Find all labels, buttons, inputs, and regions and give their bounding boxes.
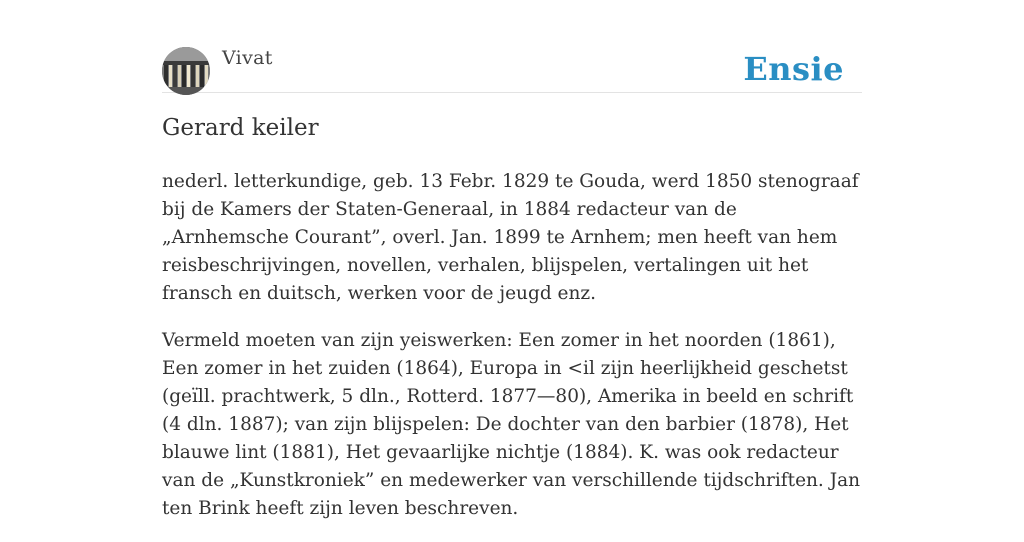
avatar[interactable] xyxy=(162,47,210,95)
article-paragraph: Vermeld moeten van zijn yeiswerken: Een zomer in het noorden (1861), Een zomer in het zuiden (1864), Europa in <il zijn heerlijkheid geschetst (geïll. prachtwerk, 5 dln., Rotterd. 1877—80), Amerika in beeld en schrift (4 dln. 1887); van zijn blijspelen: De dochter van den barbier (1878), Het blauwe lint (1881), Het gevaarlijke nichtje (1884). K. was ook redacteur van de „Kunstkroniek” en medewerker van verschillende tijdschriften. Jan ten Brink heeft zijn leven beschreven. xyxy=(162,330,861,519)
page-header xyxy=(162,44,862,93)
brand-logo[interactable]: Ensie xyxy=(743,50,844,88)
page-title: Gerard keiler xyxy=(162,115,319,141)
bookshelf-avatar-image xyxy=(162,47,210,95)
author-name[interactable]: Vivat xyxy=(222,47,273,69)
article-body xyxy=(162,168,864,542)
article-paragraph: nederl. letterkundige, geb. 13 Febr. 1829 te Gouda, werd 1850 stenograaf bij de Kamers der Staten-Generaal, in 1884 redacteur van de „Arnhemsche Courant”, overl. Jan. 1899 te Arnhem; men heeft van hem reisbeschrijvingen, novellen, verhalen, blijspelen, vertalingen uit het fransch en duitsch, werken voor de jeugd enz. xyxy=(162,171,859,304)
